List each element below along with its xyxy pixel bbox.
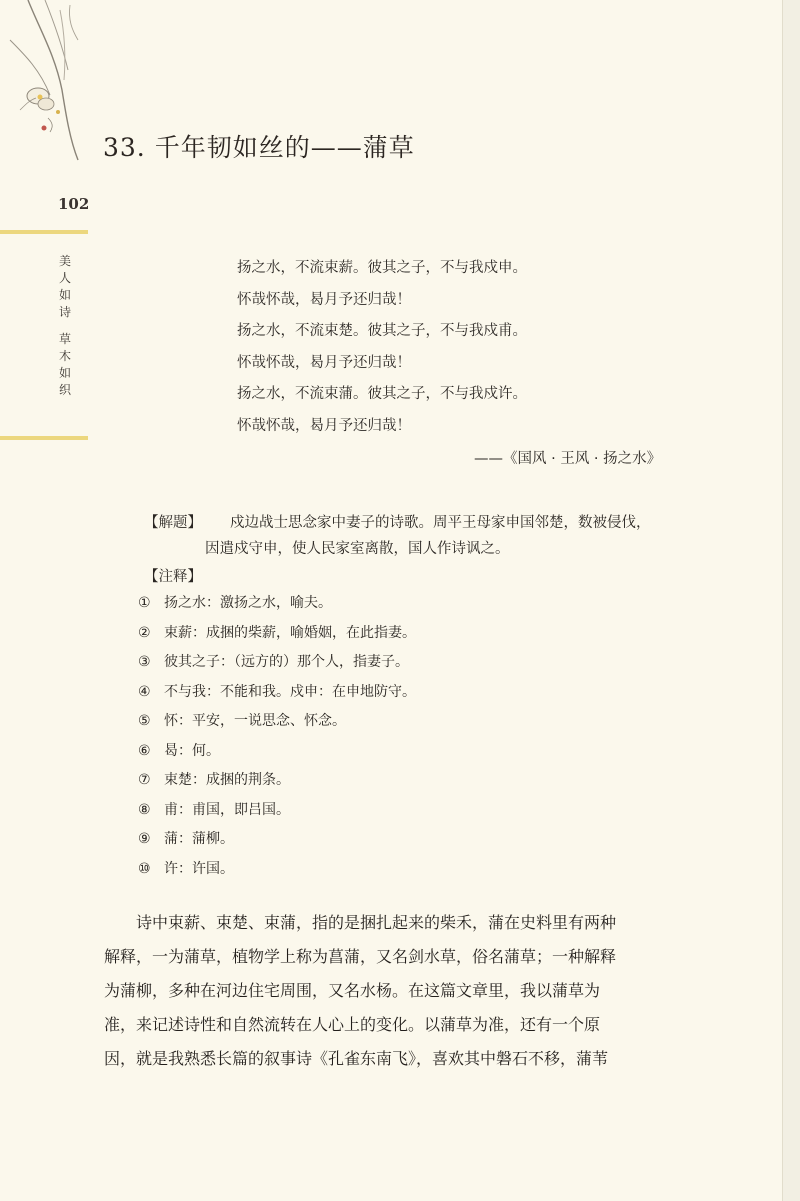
note-item xyxy=(138,710,416,740)
note-number: ④ xyxy=(138,683,151,700)
header-rule-bottom xyxy=(0,436,88,440)
interpretation-label: 【解题】 xyxy=(144,515,202,531)
poem-line: 扬之水，不流束薪。彼其之子，不与我戍申。 xyxy=(237,260,527,276)
note-number: ⑦ xyxy=(138,772,151,788)
note-text: 彼其之子：（远方的）那个人，指妻子。 xyxy=(164,654,409,670)
page-edge xyxy=(782,0,800,1201)
note-item xyxy=(138,740,416,770)
note-text: 蒲：蒲柳。 xyxy=(164,831,234,847)
body-line: 解释，一为蒲草，植物学上称为菖蒲，又名剑水草，俗名蒲草；一种解释 xyxy=(104,947,617,966)
side-title-char: 诗 xyxy=(58,305,71,319)
note-number: ② xyxy=(138,624,151,641)
poem-line: 怀哉怀哉，曷月予还归哉！ xyxy=(237,417,411,434)
poem-line: 怀哉怀哉，曷月予还归哉！ xyxy=(237,354,411,371)
poem-line: 怀哉怀哉，曷月予还归哉！ xyxy=(237,291,411,308)
body-line: 准，来记述诗性和自然流转在人心上的变化。以蒲草为准，还有一个原 xyxy=(104,1015,601,1034)
note-text: 扬之水：激扬之水，喻夫。 xyxy=(164,595,332,611)
side-title-gap xyxy=(58,321,72,331)
note-text: 不与我：不能和我。戍申：在申地防守。 xyxy=(164,683,416,700)
floral-decoration-icon xyxy=(0,0,120,170)
page-number: 102 xyxy=(58,195,90,213)
note-text: 怀：平安，一说思念、怀念。 xyxy=(164,713,346,729)
note-text: 甫：甫国，即吕国。 xyxy=(164,801,290,818)
poem-line: 扬之水，不流束楚。彼其之子，不与我戍甫。 xyxy=(237,323,527,339)
body-line: 诗中束薪、束楚、束蒲，指的是捆扎起来的柴禾，蒲在史料里有两种 xyxy=(136,913,617,932)
note-text: 曷：何。 xyxy=(164,742,220,759)
note-item xyxy=(138,799,416,829)
note-number: ⑩ xyxy=(138,860,151,877)
body-paragraph xyxy=(104,906,684,1076)
body-line: 为蒲柳，多种在河边住宅周围，又名水杨。在这篇文章里，我以蒲草为 xyxy=(104,981,601,1000)
note-item xyxy=(138,651,416,681)
note-item xyxy=(138,769,416,799)
side-title-char: 人 xyxy=(58,271,71,285)
side-title-char: 如 xyxy=(58,366,71,380)
note-item xyxy=(138,622,416,652)
interpretation-line: 因遣戍守申，使人民家室离散，国人作诗讽之。 xyxy=(205,541,510,557)
note-item xyxy=(138,858,416,888)
note-number: ③ xyxy=(138,654,151,670)
note-number: ⑤ xyxy=(138,713,151,729)
notes-label: 【注释】 xyxy=(144,569,202,585)
side-title-char: 美 xyxy=(58,254,71,268)
header-rule-top xyxy=(0,230,88,234)
side-title-char: 如 xyxy=(58,288,71,302)
note-number: ① xyxy=(138,595,151,611)
note-item xyxy=(138,592,416,622)
chapter-title: 33. 千年韧如丝的——蒲草 xyxy=(103,133,415,162)
side-title-char: 织 xyxy=(58,383,71,397)
note-text: 束楚：成捆的荆条。 xyxy=(164,772,290,788)
note-text: 束薪：成捆的柴薪，喻婚姻，在此指妻。 xyxy=(164,624,416,641)
note-item xyxy=(138,828,416,858)
note-number: ⑧ xyxy=(138,801,151,818)
note-number: ⑥ xyxy=(138,742,151,759)
side-title-char: 草 xyxy=(58,332,71,346)
note-item xyxy=(138,681,416,711)
poem-line: 扬之水，不流束蒲。彼其之子，不与我戍许。 xyxy=(237,386,527,402)
side-book-title xyxy=(58,253,72,399)
side-title-char: 木 xyxy=(58,349,71,363)
poem xyxy=(237,256,527,445)
notes-list xyxy=(138,592,416,887)
body-line: 因，就是我熟悉长篇的叙事诗《孔雀东南飞》，喜欢其中磐石不移，蒲苇 xyxy=(104,1049,609,1068)
interpretation-line: 戍边战士思念家中妻子的诗歌。周平王母家申国邻楚，数被侵伐， xyxy=(230,515,651,531)
note-text: 许：许国。 xyxy=(164,860,234,877)
note-number: ⑨ xyxy=(138,831,151,847)
poem-source: ——《国风 · 王风 · 扬之水》 xyxy=(474,451,662,467)
